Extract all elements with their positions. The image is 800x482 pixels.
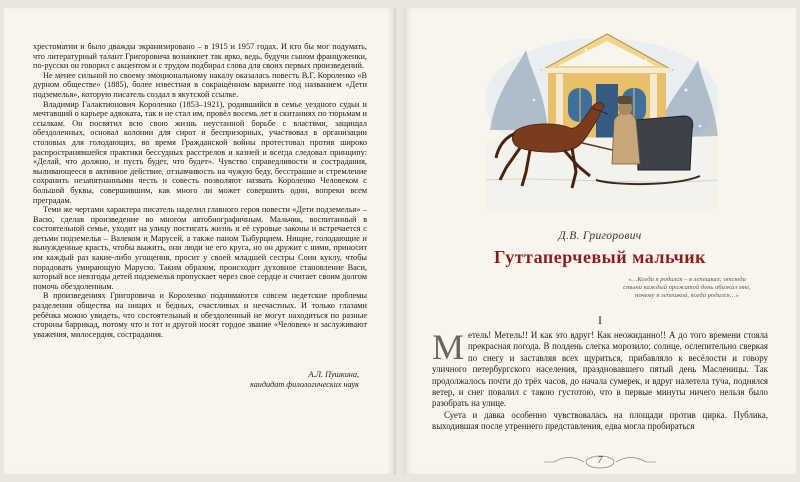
paragraph: Владимир Галактионович Короленко (1853–1921), родившийся в семье уездного судьи и мечтавший о карьере адвоката, так и не стал им, провёл восемь лет в скитаниях по тюрьмам и ссылкам. Он посвятил всю свою жизнь неустанной борьбе с властями, защищал обездоленных, основал колонии для сирот и беспризорных, участвовал в организации столовых для голодающих, во время Гражданской войны протестовал против широко распространявшейся практики бессудных расстрелов и казней и всегда следовал принципу: «Делай, что должно, и пусть будет, что будет». Чувство справедливости и сострадания, выливающееся в активное действие, отзывчивость на чужую беду, бесстрашие и стремление сохранить незапятнанными честь и совесть позволяют назвать Короленко Человеком с большой буквы, совершившим, как много ли может совершить один, вопреки всем преградам. xyxy=(33,99,367,205)
paragraph: Суета и давка особенно чувствовалась на площади против цирка. Публика, выходившая после утреннего представления, едва могла пробираться xyxy=(432,409,768,432)
story-author: Д.В. Григорович xyxy=(558,230,642,242)
paragraph: Теми же чертами характера писатель наделил главного героя повести «Дети подземелья» – Васю, сделав произведение во многом автобиографичным. Мальчик, воспитанный в состоятельной семье, уходит на улицу постигать жизнь и её суровые законы и встречается с детьми подземелья – Валеком и Марусей, а также паном Тыбурцием. Нищие, голодающие и вынужденные красть, чтобы выжить, они люди не его круга, но он дружит с ними, приносит им каждый раз какие-либо угощения, просит у своей младшей сестры Сони куклу, чтобы порадовать умирающую Марусю. Таким образом, происходит духовное становление Васи, который все невзгоды детей подземелья пропускает через своё сердце и считает своим долгом помочь обездоленным. xyxy=(33,205,367,291)
story-text xyxy=(432,327,768,433)
paragraph: В произведениях Григоровича и Короленко поднимаются совсем недетские проблемы разделения общества на нищих и бедных, счастливых и несчастных. И только глазами ребёнка можно увидеть, что состоятельный и обездоленный не могут находиться по разные стороны баррикад, потому что и тот и другой носят гордое звание «Человек» и заслуживают уважения, милосердия, сострадания. xyxy=(33,291,367,339)
left-page-text xyxy=(33,42,367,339)
signature-name: А.Л. Пушкина, xyxy=(308,370,359,379)
right-page xyxy=(404,8,796,474)
paragraph-text: етель! Метель!! И как это вдруг! Как неожиданно!! А до того времени стояла прекрасная погода. В полдень слегка морозило; солнце, ослепительно сверкая по снегу и заставляя всех щуриться, прибавляло к весёлости и говору уличного петербургского населения, праздновавшего пятый день Масленицы. Так продолжалось почти до трёх часов, до начала сумерек, и вдруг налетела туча, поднялся ветер, и снег повалил с такою густотою, что в первые минуты ничего нельзя было разобрать на улице. xyxy=(432,330,768,409)
page-number: 7 xyxy=(597,455,603,466)
page-number-ornament xyxy=(404,454,796,470)
drop-cap: М xyxy=(432,327,465,367)
paragraph: хрестоматии и было дважды экранизировано – в 1915 и 1957 годах. И кто бы мог подумать, что литературный талант Григоровича возникнет так ярко, ведь, будучи сыном француженки, по-русски он говорил с акцентом и с трудом подбирал слова для своих первых произведений. xyxy=(33,42,367,71)
paragraph: Не менее сильной по своему эмоциональному накалу оказалась повесть В.Г. Короленко «В дурном обществе» (1885), более известная в сокращённом варианте под названием «Дети подземелья», которую писатель создал в якутской ссылке. xyxy=(33,70,367,99)
signature-title: кандидат филологических наук xyxy=(250,380,359,389)
signature xyxy=(250,370,359,390)
epigraph: «…Когда я родился – в лепешках; отсюда стыни каждый прожитой день обижал мне, почему я лепешкой, когда родился…» xyxy=(623,276,751,300)
illustration-horse-sleigh xyxy=(486,30,718,210)
left-page xyxy=(4,8,396,474)
story-title: Гуттаперчевый мальчик xyxy=(493,247,707,267)
paragraph xyxy=(432,327,768,410)
chapter-number: I xyxy=(598,313,602,327)
